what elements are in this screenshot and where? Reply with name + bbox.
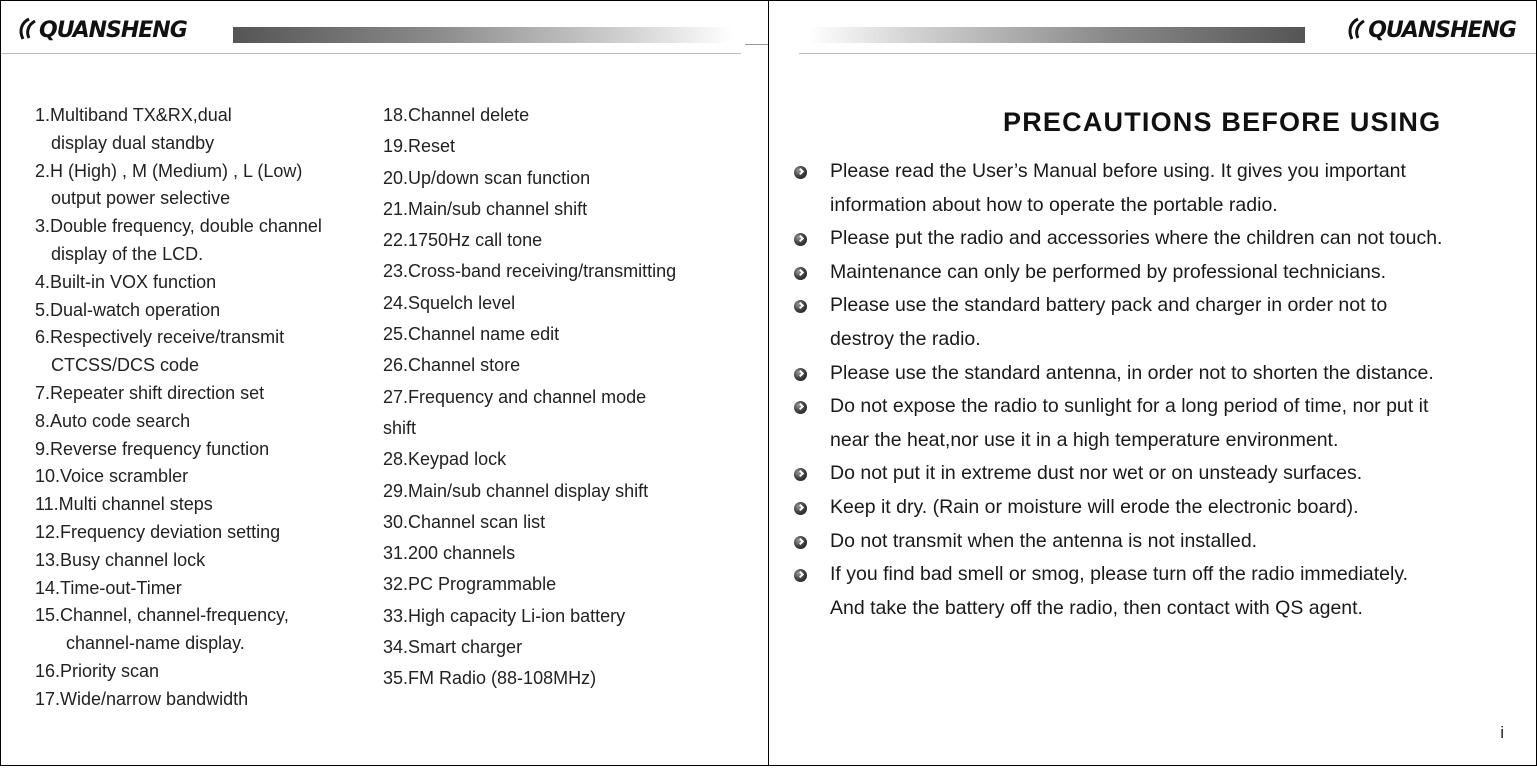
bullet-icon (794, 233, 807, 246)
header-divider (799, 53, 1537, 54)
feature-item: CTCSS/DCS code (51, 355, 200, 376)
feature-item: 29.Main/sub channel display shift (383, 480, 649, 501)
precaution-text: Please use the standard antenna, in order not to shorten the distance. (830, 361, 1434, 384)
feature-item: 24.Squelch level (383, 292, 516, 313)
feature-item: 31.200 channels (383, 543, 516, 564)
feature-item: 6.Respectively receive/transmit (35, 327, 285, 348)
feature-item: 32.PC Programmable (383, 574, 557, 595)
feature-item: 28.Keypad lock (383, 449, 507, 470)
feature-item: 18.Channel delete (383, 105, 530, 125)
feature-item: 11.Multi channel steps (35, 494, 213, 515)
precaution-item (789, 256, 1529, 290)
precaution-continuation: destroy the radio. (830, 327, 981, 350)
feature-item: display of the LCD. (51, 243, 204, 264)
quansheng-logo-right (1344, 10, 1516, 50)
precaution-item (789, 357, 1529, 391)
brand-name: QUANSHENG (1368, 17, 1516, 43)
bullet-icon (794, 166, 807, 179)
precautions-list (789, 155, 1529, 625)
feature-item: 4.Built-in VOX function (35, 271, 217, 292)
feature-item: 34.Smart charger (383, 637, 523, 658)
bullet-icon (794, 368, 807, 381)
feature-item: 5.Dual-watch operation (35, 299, 221, 320)
feature-item: 2.H (High) , M (Medium) , L (Low) (35, 160, 303, 181)
precaution-item (789, 457, 1529, 491)
features-list-column-2 (383, 100, 723, 695)
feature-item: 16.Priority scan (35, 660, 160, 681)
precaution-item (789, 558, 1529, 592)
feature-item: 9.Reverse frequency function (35, 438, 270, 459)
feature-item: 25.Channel name edit (383, 324, 560, 345)
center-dash (745, 44, 769, 45)
feature-item: 3.Double frequency, double channel (35, 216, 322, 237)
feature-item: 12.Frequency deviation setting (35, 521, 281, 542)
page-number: i (1500, 723, 1504, 742)
signal-swoosh-icon (1344, 17, 1366, 43)
precaution-continuation: near the heat,nor use it in a high temperature environment. (830, 428, 1339, 451)
header-gradient-bar (809, 27, 1305, 43)
feature-item: 22.1750Hz call tone (383, 230, 543, 251)
feature-item: display dual standby (51, 132, 215, 153)
brand-name: QUANSHENG (39, 17, 187, 43)
feature-item: 33.High capacity Li-ion battery (383, 605, 626, 626)
precaution-continuation: information about how to operate the portable radio. (830, 193, 1278, 216)
feature-item: 35.FM Radio (88-108MHz) (383, 668, 597, 689)
feature-item: output power selective (51, 188, 231, 209)
precaution-text: Please read the User’s Manual before using. It gives you important (830, 160, 1406, 182)
precaution-text: Maintenance can only be performed by professional technicians. (830, 260, 1387, 283)
feature-item: 26.Channel store (383, 355, 521, 376)
feature-item: 17.Wide/narrow bandwidth (35, 688, 249, 709)
bullet-icon (794, 468, 807, 481)
precaution-text: Keep it dry. (Rain or moisture will erode the electronic board). (830, 495, 1359, 518)
bullet-icon (794, 502, 807, 515)
feature-item: 20.Up/down scan function (383, 167, 591, 188)
precaution-item (789, 289, 1529, 323)
features-list-column-1 (35, 102, 365, 714)
feature-item: shift (383, 417, 417, 438)
bullet-icon (794, 300, 807, 313)
header-divider (1, 53, 741, 54)
precaution-item (789, 390, 1529, 424)
precaution-text: Do not expose the radio to sunlight for a long period of time, nor put it (830, 395, 1429, 418)
header-gradient-bar (233, 27, 733, 43)
precautions-title: PRECAUTIONS BEFORE USING (1003, 107, 1442, 137)
bullet-icon (794, 536, 807, 549)
signal-swoosh-icon (15, 17, 37, 43)
quansheng-logo-left (15, 10, 187, 50)
feature-item: 1.Multiband TX&RX,dual (35, 105, 232, 125)
bullet-icon (794, 401, 807, 414)
bullet-icon (794, 569, 807, 582)
feature-item: 30.Channel scan list (383, 511, 546, 532)
precaution-text: Do not put it in extreme dust nor wet or on unsteady surfaces. (830, 462, 1363, 485)
precaution-item (789, 155, 1529, 189)
feature-item: 10.Voice scrambler (35, 466, 189, 487)
precaution-item (789, 525, 1529, 559)
precaution-text: Do not transmit when the antenna is not installed. (830, 529, 1258, 552)
feature-item: 15.Channel, channel-frequency, (35, 605, 289, 626)
bullet-icon (794, 267, 807, 280)
precaution-text: Please put the radio and accessories where the children can not touch. (830, 227, 1443, 250)
precaution-text: Please use the standard battery pack and charger in order not to (830, 294, 1388, 317)
feature-item: 14.Time-out-Timer (35, 577, 182, 598)
precaution-continuation: And take the battery off the radio, then contact with QS agent. (830, 596, 1363, 619)
left-page (0, 0, 769, 766)
feature-item: 8.Auto code search (35, 410, 191, 431)
feature-item: 23.Cross-band receiving/transmitting (383, 261, 677, 282)
feature-item: 21.Main/sub channel shift (383, 198, 588, 219)
precaution-text: If you find bad smell or smog, please turn off the radio immediately. (830, 563, 1409, 586)
right-page (768, 0, 1537, 766)
feature-item: 7.Repeater shift direction set (35, 382, 265, 403)
precaution-item (789, 222, 1529, 256)
feature-item: 27.Frequency and channel mode (383, 386, 647, 407)
feature-item: 19.Reset (383, 136, 456, 157)
precaution-item (789, 491, 1529, 525)
feature-item: channel-name display. (66, 633, 245, 654)
feature-item: 13.Busy channel lock (35, 549, 206, 570)
